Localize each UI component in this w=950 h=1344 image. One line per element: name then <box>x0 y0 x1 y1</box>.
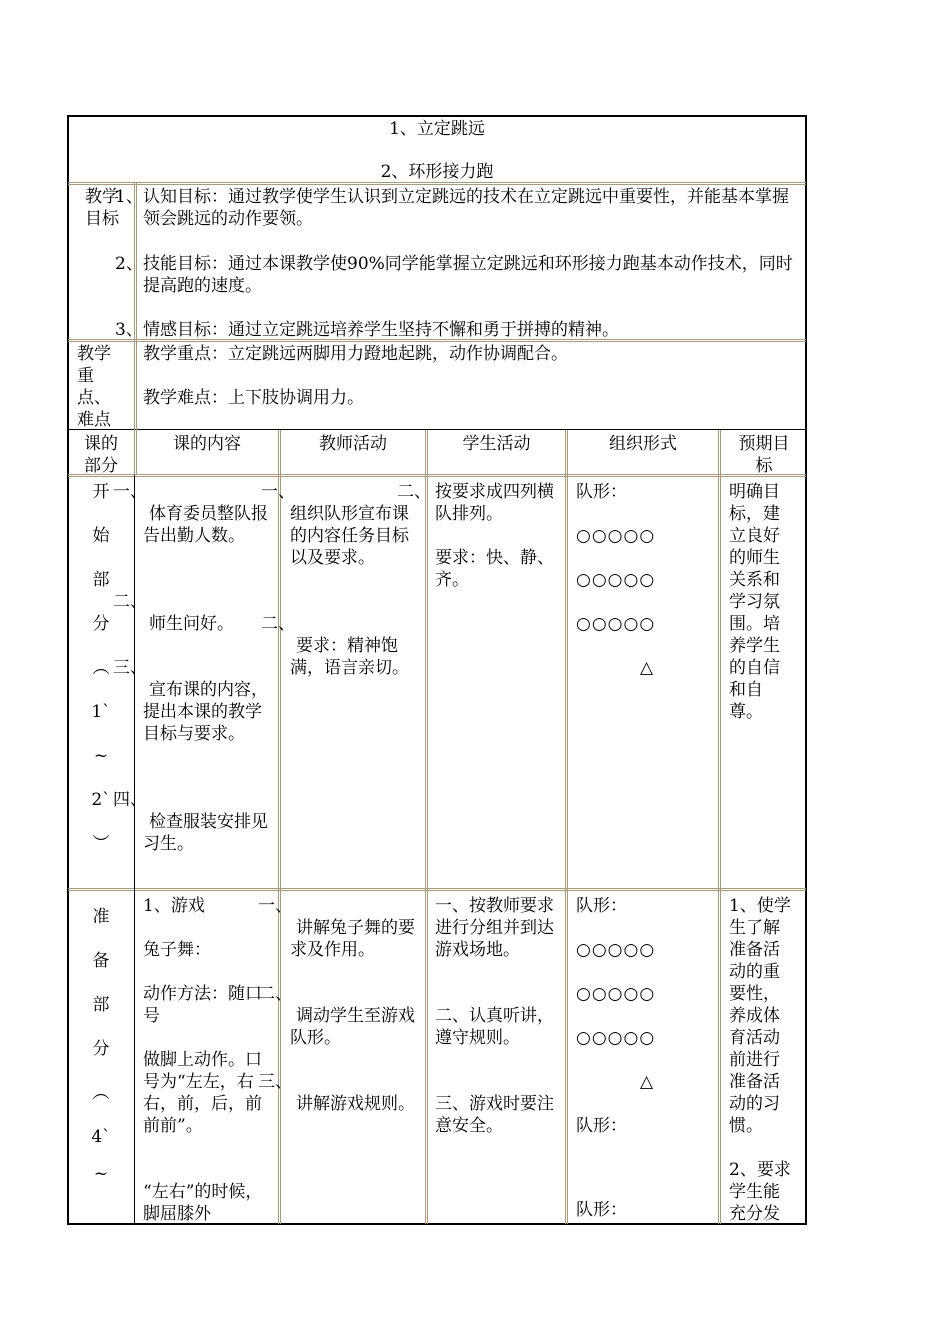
difficulty-text: 教学难点：上下肢协调用力。 <box>143 388 364 408</box>
section2-content-item: “左右”的时候，脚屈膝外 <box>143 1182 263 1224</box>
section2-student-item: 一、按教师要求进行分组并到达游戏场地。 <box>435 896 554 960</box>
section2-part-char: ~ <box>93 1164 109 1184</box>
col-divider-student <box>565 430 568 1224</box>
section1-part-char: 始 <box>92 526 110 546</box>
section2-formation-label: 队形： <box>576 1116 627 1136</box>
key-point-text: 教学重点：立定跳远两脚用力蹬地起跳，动作协调配合。 <box>143 344 568 364</box>
section2-part-char: 分 <box>92 1039 110 1059</box>
teacher-position-icon: △ <box>640 1072 654 1092</box>
section1-teacher-number: 二、 <box>397 482 431 502</box>
focus-label: 教学重点、难点 <box>77 344 111 430</box>
objective-2-number: 2、 <box>115 254 143 274</box>
row-divider-columns <box>68 474 806 477</box>
section2-formation-row: ○○○○○ <box>576 1028 656 1048</box>
section2-content-item: 做脚上动作。口号为“左左，右右，前，后，前前前”。 <box>143 1050 262 1136</box>
section1-content-item: 师生问好。 <box>149 614 234 634</box>
section1-teacher-item: 组织队形宣布课的内容任务目标以及要求。 <box>290 504 409 568</box>
col-header-part: 课的部分 <box>84 434 118 476</box>
section1-content-item: 检查服装安排见习生。 <box>143 812 268 854</box>
row-divider-section1 <box>68 888 806 891</box>
objective-2-text: 技能目标：通过本课教学使90%同学能掌握立定跳远和环形接力跑基本动作技术，同时提高跑的速度。 <box>143 254 793 296</box>
section2-part-char: 部 <box>92 995 110 1015</box>
section2-formation-label: 队形： <box>576 1200 627 1220</box>
section2-formation-label: 队形： <box>576 896 627 916</box>
objective-1-number: 1、 <box>115 187 143 207</box>
section2-teacher-item: 调动学生至游戏队形。 <box>290 1006 415 1048</box>
section2-part-char: 4` <box>91 1127 111 1147</box>
section1-goal: 明确目标，建立良好的师生关系和学习氛围。培养学生的自信和自尊。 <box>729 482 780 722</box>
section1-student-item: 要求：快、静、齐。 <box>435 548 554 590</box>
section2-goal-item: 2、要求学生能充分发 <box>729 1160 791 1224</box>
section1-content-number: 二、 <box>113 592 147 612</box>
section2-part-char: ︵ <box>92 1083 110 1103</box>
col-header-student: 学生活动 <box>462 434 531 454</box>
section1-content-number: 一、 <box>113 482 147 502</box>
section1-part-char: ~ <box>93 746 109 766</box>
objective-3-text: 情感目标：通过立定跳远培养学生坚持不懈和勇于拼搏的精神。 <box>143 320 619 340</box>
section1-formation-row: ○○○○○ <box>576 614 656 634</box>
objective-1-text: 认知目标：通过教学使学生认识到立定跳远的技术在立定跳远中重要性，并能基本掌握领会跳远的动作要领。 <box>143 187 789 229</box>
section1-part-char: 2` <box>91 790 111 810</box>
col-divider-organization <box>718 430 721 1224</box>
section1-part-char: ︶ <box>92 834 110 854</box>
section2-formation-row: ○○○○○ <box>576 940 656 960</box>
section1-content-item: 体育委员整队报告出勤人数。 <box>143 504 268 546</box>
section1-student-item: 按要求成四列横队排列。 <box>435 482 554 524</box>
section2-content-item: 动作方法：随口号 <box>143 984 262 1026</box>
row-divider-focus <box>68 429 806 430</box>
col-divider-teacher <box>425 430 428 1224</box>
col-divider-content <box>278 430 281 1224</box>
objective-3-number: 3、 <box>115 320 143 340</box>
col-header-content: 课的内容 <box>173 434 241 454</box>
section1-part-char: 开 <box>92 482 110 502</box>
section2-teacher-item: 讲解游戏规则。 <box>296 1094 415 1114</box>
section1-formation-row: ○○○○○ <box>576 570 656 590</box>
objectives-label: 教学目标 <box>85 187 119 229</box>
section2-part-char: 备 <box>92 951 110 971</box>
section1-part-char: 部 <box>92 570 110 590</box>
section2-teacher-item: 讲解兔子舞的要求及作用。 <box>290 918 415 960</box>
header-line-1: 1、立定跳远 <box>389 119 485 139</box>
section2-part-char: 准 <box>92 907 110 927</box>
section2-student-item: 三、游戏时要注意安全。 <box>435 1094 554 1136</box>
section2-teacher-number: 三、 <box>258 1072 292 1092</box>
section1-teacher-item: 要求：精神饱满，语言亲切。 <box>290 636 409 678</box>
section1-part-char: 1` <box>91 702 111 722</box>
col-divider-part <box>134 475 135 1224</box>
section1-content-item: 宣布课的内容，提出本课的教学目标与要求。 <box>143 680 268 744</box>
section2-content-item: 1、游戏 <box>143 896 205 916</box>
section1-part-char: 分 <box>92 614 110 634</box>
section2-teacher-number: 二、 <box>258 984 292 1004</box>
col-header-teacher: 教师活动 <box>319 434 387 454</box>
section1-content-number: 四、 <box>113 790 147 810</box>
header-line-2: 2、环形接力跑 <box>380 162 494 182</box>
col-header-goal: 预期目标 <box>738 434 790 476</box>
section2-formation-row: ○○○○○ <box>576 984 656 1004</box>
section2-content-item: 兔子舞： <box>143 940 211 960</box>
section1-content-number: 三、 <box>113 658 147 678</box>
section1-teacher-number: 二、 <box>261 614 295 634</box>
section2-student-item: 二、认真听讲，遵守规则。 <box>435 1006 554 1048</box>
section2-teacher-number: 一、 <box>258 896 292 916</box>
section1-part-char: ︵ <box>92 658 110 678</box>
col-header-organization: 组织形式 <box>609 434 677 454</box>
section2-goal-item: 1、使学生了解准备活动的重要性，养成体育活动前进行准备活动的习惯。 <box>729 896 791 1136</box>
section1-teacher-number: 一、 <box>261 482 295 502</box>
teacher-position-icon: △ <box>640 658 654 678</box>
section1-formation-label: 队形： <box>576 482 627 502</box>
section1-formation-row: ○○○○○ <box>576 526 656 546</box>
